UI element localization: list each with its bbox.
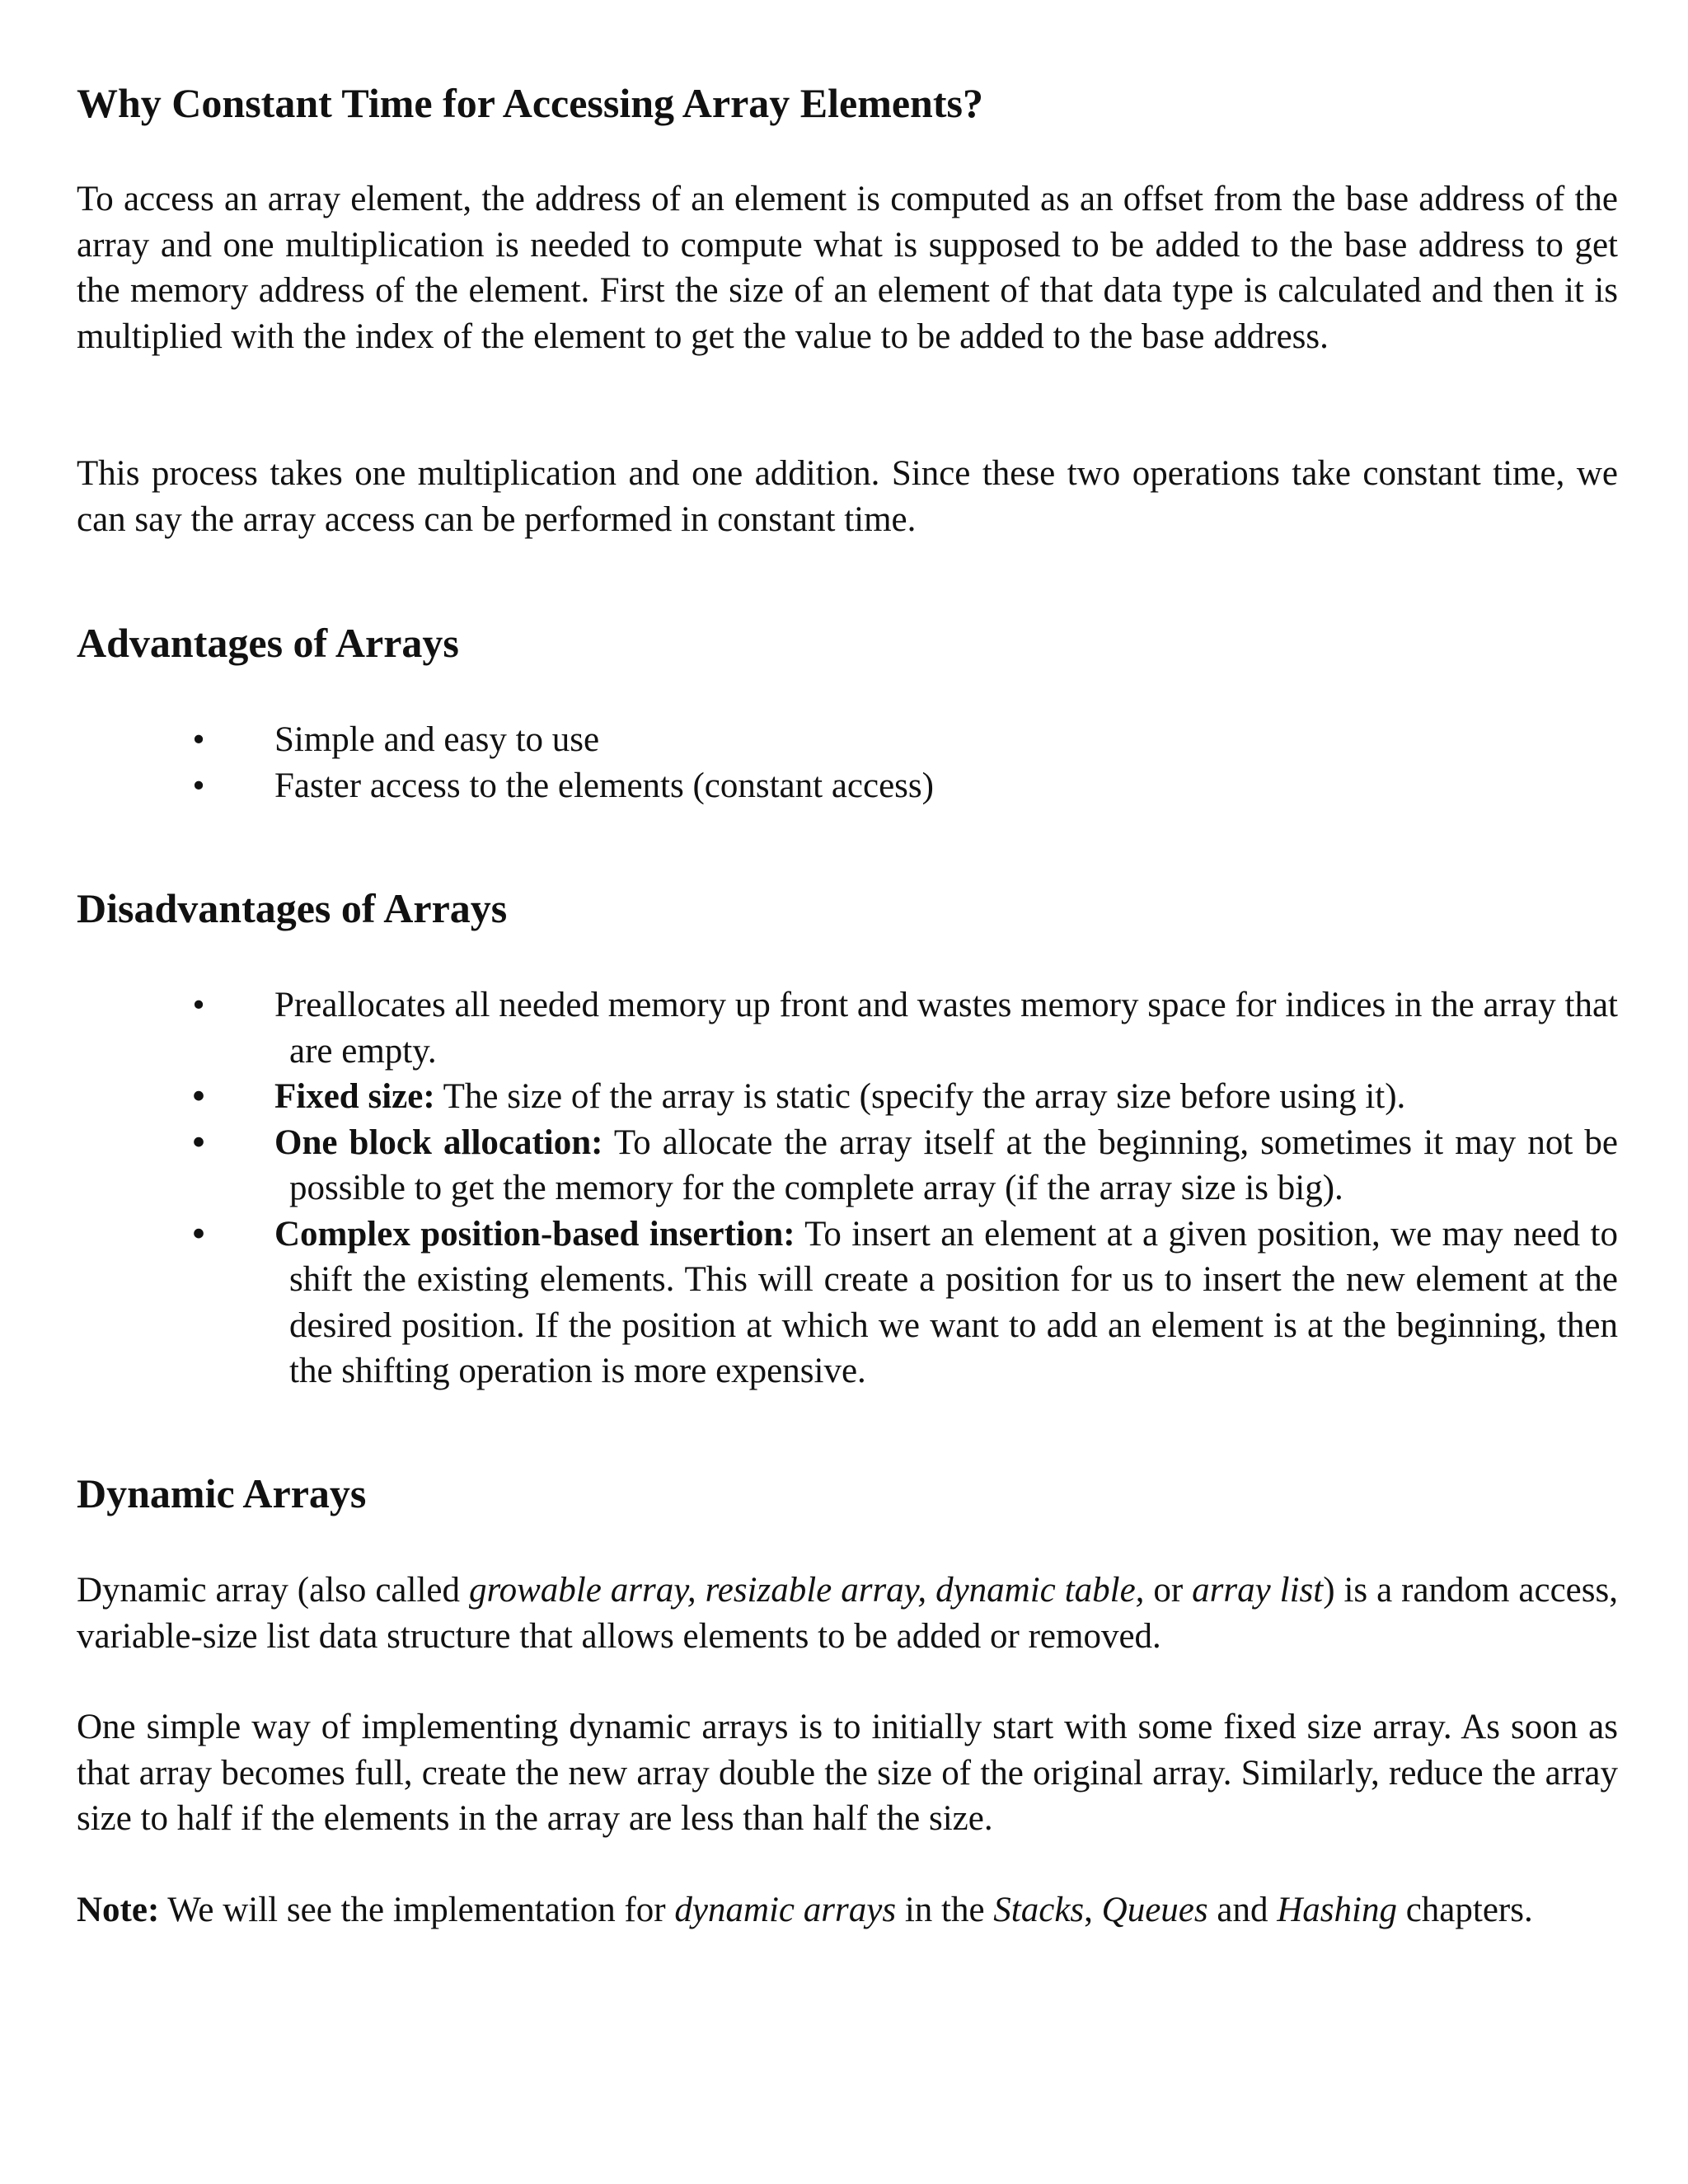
bullet-icon: • xyxy=(192,1122,205,1162)
bullet-icon: • xyxy=(192,986,205,1024)
heading-disadvantages: Disadvantages of Arrays xyxy=(77,885,508,931)
disadvantage-item: • Preallocates all needed memory up front and wastes memory space for indices in the array that are empty. xyxy=(77,982,1618,1074)
disadvantage-item: • One block allocation: To allocate the array itself at the beginning, sometimes it may not be possible to get the memory for the complete array (if the array size is big). xyxy=(77,1120,1618,1212)
paragraph-dynamic-definition: Dynamic array (also called growable array, resizable array, dynamic table, or array list) is a random access, variable-size list data structure that allows elements to be added or removed. xyxy=(77,1571,1618,1656)
paragraph-address-computation: To access an array element, the address of an element is computed as an offset from the base address of the array and one multiplication is needed to compute what is supposed to be added to the base address to get the memory address of the element. First the size of an element of that data type is calculated and then it is multiplied with the index of the element to get the value to be added to the base address. xyxy=(77,180,1618,356)
disadvantage-item: • Complex position-based insertion: To insert an element at a given position, we may need to shift the existing elements. This will create a position for us to insert the new element at the desired position. If the position at which we want to add an element is at the beginning, then the shifting operation is more expensive. xyxy=(77,1212,1618,1394)
paragraph-constant-time: This process takes one multiplication and one addition. Since these two operations take constant time, we can say the array access can be performed in constant time. xyxy=(77,454,1618,539)
bullet-icon: • xyxy=(192,1214,205,1254)
item-lead: Fixed size: xyxy=(274,1077,435,1116)
advantage-item: • Simple and easy to use xyxy=(77,717,1618,763)
disadvantages-list xyxy=(77,982,1618,1394)
item-lead: Complex position-based insertion: xyxy=(274,1214,795,1254)
note-label: Note: xyxy=(77,1891,160,1929)
bullet-icon: • xyxy=(192,766,205,805)
paragraph-dynamic-implementation: One simple way of implementing dynamic arrays is to initially start with some fixed size array. As soon as that array becomes full, create the new array double the size of the original array. Similarly, reduce the array size to half if the elements in the array are less than half the size. xyxy=(77,1708,1618,1838)
bullet-icon: • xyxy=(192,720,205,759)
heading-dynamic-arrays: Dynamic Arrays xyxy=(77,1470,367,1516)
disadvantage-item: • Fixed size: The size of the array is static (specify the array size before using it). xyxy=(77,1074,1618,1120)
bullet-icon: • xyxy=(192,1077,205,1116)
advantage-item: • Faster access to the elements (constant access) xyxy=(77,763,1618,809)
heading-advantages: Advantages of Arrays xyxy=(77,620,459,666)
paragraph-note: Note: We will see the implementation for dynamic arrays in the Stacks, Queues and Hashing chapters. xyxy=(77,1891,1533,1929)
advantages-list xyxy=(77,717,1618,808)
item-lead: One block allocation: xyxy=(274,1122,603,1162)
heading-constant-time: Why Constant Time for Accessing Array Elements? xyxy=(77,80,983,126)
